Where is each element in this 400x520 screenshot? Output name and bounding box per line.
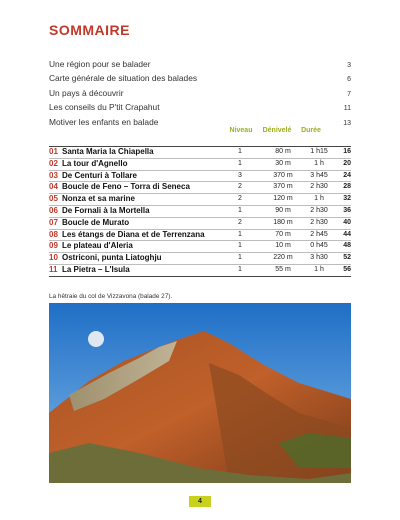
row-page: 56 <box>343 265 351 273</box>
row-name: De Fornali à la Mortella <box>62 205 150 215</box>
row-number: 08 <box>49 229 58 239</box>
row-number: 02 <box>49 158 58 168</box>
intro-item-page: 7 <box>347 90 351 98</box>
row-duree: 1 h <box>314 195 324 203</box>
row-duree: 2 h45 <box>310 230 328 238</box>
row-name: Le plateau d'Aleria <box>62 241 133 251</box>
mountain-photo <box>49 303 351 483</box>
row-niveau: 2 <box>238 218 242 226</box>
row-name: Ostriconi, punta Liatoghju <box>62 253 162 263</box>
table-row[interactable] <box>49 182 351 194</box>
row-name: Les étangs de Diana et de Terrenzana <box>62 229 205 239</box>
row-number: 03 <box>49 170 58 180</box>
row-niveau: 1 <box>238 206 242 214</box>
header-denivele: Dénivelé <box>262 127 292 134</box>
row-number: 04 <box>49 182 58 192</box>
row-name: Nonza et sa marine <box>62 194 135 204</box>
row-duree: 2 h30 <box>310 183 328 191</box>
row-denivele: 70 m <box>275 230 291 238</box>
row-niveau: 2 <box>238 195 242 203</box>
row-number: 01 <box>49 147 58 156</box>
table-row[interactable] <box>49 230 351 242</box>
intro-item-label: Carte générale de situation des balades <box>49 73 198 84</box>
row-duree: 3 h45 <box>310 171 328 179</box>
row-name: De Centuri à Tollare <box>62 170 137 180</box>
row-niveau: 1 <box>238 254 242 262</box>
row-page: 28 <box>343 183 351 191</box>
row-denivele: 120 m <box>273 195 293 203</box>
row-niveau: 3 <box>238 171 242 179</box>
row-name: Boucle de Murato <box>62 217 130 227</box>
row-duree: 3 h30 <box>310 254 328 262</box>
row-denivele: 90 m <box>275 206 291 214</box>
intro-item-label: Une région pour se balader <box>49 59 151 69</box>
row-niveau: 1 <box>238 230 242 238</box>
intro-item-page: 13 <box>343 119 351 127</box>
row-duree: 1 h <box>314 265 324 273</box>
table-row[interactable] <box>49 265 351 277</box>
table-row[interactable] <box>49 147 351 159</box>
table-row[interactable] <box>49 159 351 171</box>
row-denivele: 370 m <box>273 171 293 179</box>
row-page: 52 <box>343 254 351 262</box>
row-niveau: 1 <box>238 148 242 155</box>
header-duree: Durée <box>301 127 321 134</box>
walks-table <box>49 146 351 277</box>
row-niveau: 2 <box>238 183 242 191</box>
row-page: 20 <box>343 159 351 167</box>
row-page: 32 <box>343 195 351 203</box>
row-denivele: 55 m <box>275 265 291 273</box>
table-row[interactable] <box>49 206 351 218</box>
row-number: 09 <box>49 241 58 251</box>
intro-item[interactable] <box>49 101 351 115</box>
page-title: SOMMAIRE <box>49 22 130 38</box>
table-row[interactable] <box>49 171 351 183</box>
row-number: 07 <box>49 217 58 227</box>
row-number: 11 <box>49 264 58 274</box>
page-number-badge: 4 <box>189 496 211 507</box>
row-denivele: 10 m <box>275 242 291 250</box>
table-row[interactable] <box>49 194 351 206</box>
row-niveau: 1 <box>238 159 242 167</box>
intro-item[interactable] <box>49 72 351 86</box>
intro-item-label: Un pays à découvrir <box>49 87 124 98</box>
row-duree: 1 h <box>314 159 324 167</box>
row-denivele: 30 m <box>275 159 291 167</box>
header-niveau: Niveau <box>229 127 253 134</box>
intro-item-page: 3 <box>347 62 351 69</box>
row-number: 06 <box>49 205 58 215</box>
row-page: 40 <box>343 218 351 226</box>
intro-item-label: Les conseils du P'tit Crapahut <box>49 102 160 113</box>
row-page: 44 <box>343 230 351 238</box>
row-denivele: 370 m <box>273 183 293 191</box>
row-niveau: 1 <box>238 242 242 250</box>
row-duree: 0 h45 <box>310 242 328 250</box>
row-denivele: 80 m <box>275 148 291 155</box>
intro-item[interactable] <box>49 58 351 72</box>
row-niveau: 1 <box>238 265 242 273</box>
row-duree: 2 h30 <box>310 206 328 214</box>
table-row[interactable] <box>49 253 351 265</box>
row-page: 48 <box>343 242 351 250</box>
row-denivele: 220 m <box>273 254 293 262</box>
row-denivele: 180 m <box>273 218 293 226</box>
row-number: 05 <box>49 194 58 204</box>
intro-item-label: Motiver les enfants en balade <box>49 116 159 127</box>
row-name: La Pietra – L'Isula <box>62 264 130 274</box>
row-page: 36 <box>343 206 351 214</box>
row-duree: 2 h30 <box>310 218 328 226</box>
row-name: Santa Maria la Chiapella <box>62 147 154 156</box>
row-page: 16 <box>343 148 351 155</box>
table-row[interactable] <box>49 218 351 230</box>
intro-list <box>49 58 351 130</box>
row-page: 24 <box>343 171 351 179</box>
moon-shape <box>88 331 104 347</box>
intro-item[interactable] <box>49 87 351 101</box>
intro-item-page: 11 <box>343 105 351 113</box>
table-row[interactable] <box>49 241 351 253</box>
row-number: 10 <box>49 253 58 263</box>
row-name: Boucle de Feno – Torra di Seneca <box>62 182 190 192</box>
photo-caption: La hêtraie du col de Vizzavona (balade 27). <box>49 293 173 300</box>
intro-item-page: 6 <box>347 76 351 84</box>
row-duree: 1 h15 <box>310 148 328 155</box>
row-name: La tour d'Agnello <box>62 158 128 168</box>
